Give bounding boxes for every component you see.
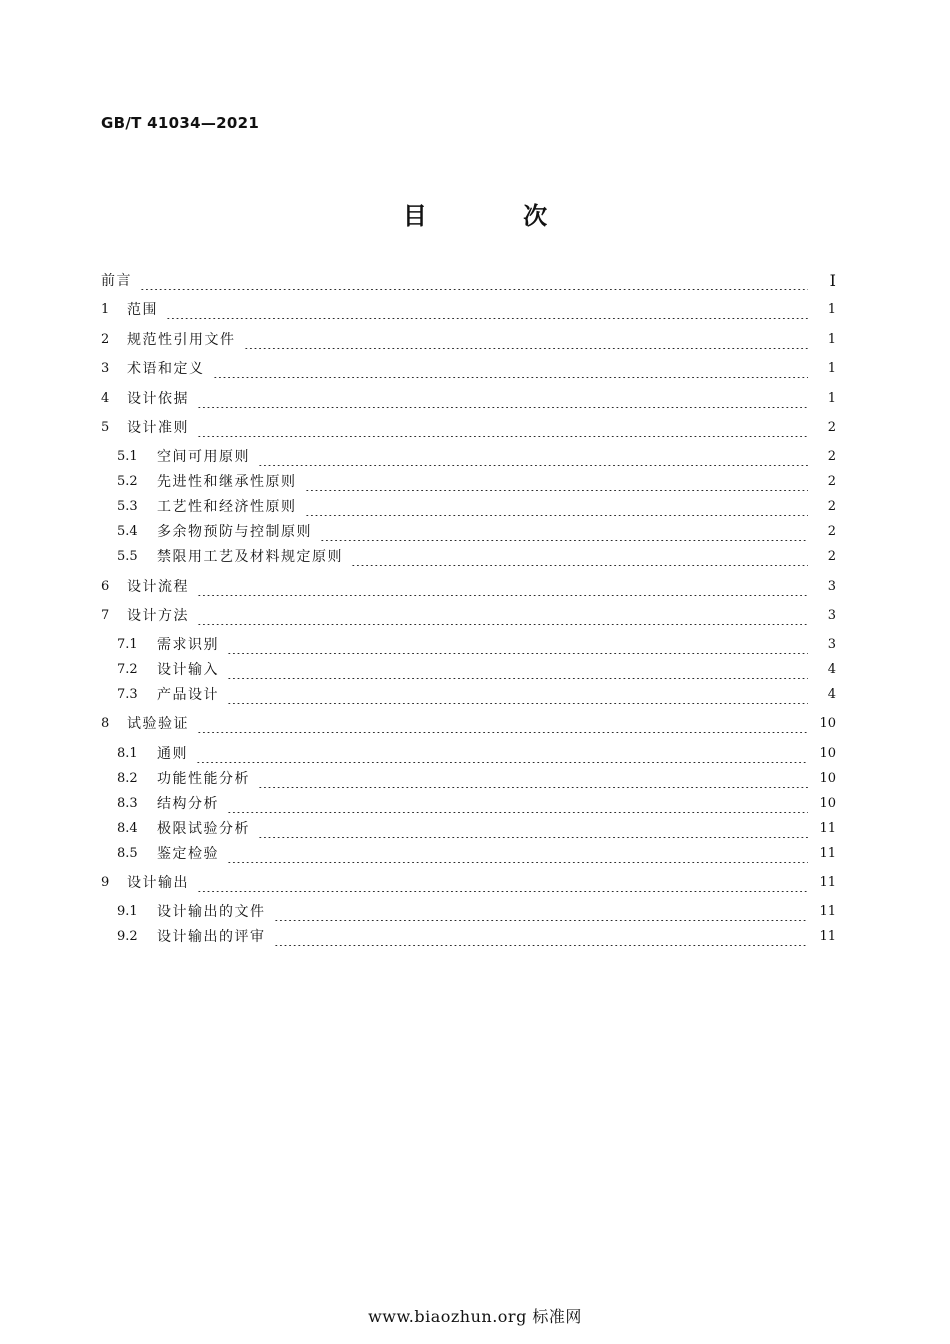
toc-entry-number: 8.4 [117,820,138,836]
toc-entry-number: 1 [101,301,110,317]
dot-leader [197,417,808,437]
footer-watermark: www.biaozhun.org 标准网 [368,1307,582,1326]
toc-entry-page: 3 [827,636,836,652]
dot-leader [258,818,808,838]
toc-entry-page: 1 [827,360,836,376]
toc-entry[interactable] [101,358,836,378]
toc-entry-label: 多余物预防与控制原则 [157,524,312,540]
toc-entry-number: 5.1 [117,448,138,464]
toc-entry[interactable] [101,496,836,516]
toc-entry-label: 设计依据 [127,391,189,407]
toc-entry-label: 设计方法 [127,608,189,624]
toc-entry-label: 鉴定检验 [157,846,219,862]
toc-entry-label: 设计流程 [127,579,189,595]
toc-entry-number: 4 [101,390,110,406]
toc-entry-label: 禁限用工艺及材料规定原则 [157,549,343,565]
dot-leader [258,446,808,466]
toc-entry[interactable] [101,329,836,349]
dot-leader [197,872,808,892]
dot-leader [197,605,808,625]
toc-entry-number: 2 [101,331,110,347]
toc-entry-page: I [829,270,836,290]
dot-leader [305,496,809,516]
toc-entry[interactable] [101,843,836,863]
toc-entry-number: 3 [101,360,110,376]
toc-entry[interactable] [101,299,836,319]
toc-entry-number: 6 [101,578,110,594]
dot-leader [197,713,808,733]
toc-entry-number: 8.1 [117,745,138,761]
toc-entry-page: 2 [827,498,836,514]
toc-entry-label: 通则 [157,746,188,762]
toc-entry[interactable] [101,576,836,596]
toc-entry-page: 1 [827,301,836,317]
toc-entry[interactable] [101,605,836,625]
toc-entry-page: 2 [827,419,836,435]
toc-entry-page: 11 [819,928,836,944]
dot-leader [274,901,809,921]
toc-entry-page: 2 [827,523,836,539]
toc-entry[interactable] [101,521,836,541]
toc-entry-number: 5.2 [117,473,138,489]
toc-entry-label: 试验验证 [127,716,189,732]
toc-entry-label: 设计输出的文件 [157,904,266,920]
toc-entry-label: 设计输出的评审 [157,929,266,945]
toc-entry-number: 9.1 [117,903,138,919]
toc-entry[interactable] [101,446,836,466]
dot-leader [274,926,809,946]
toc-entry-label: 功能性能分析 [157,771,250,787]
toc-entry-page: 11 [819,874,836,890]
toc-entry-page: 10 [819,715,836,731]
toc-entry-number: 7.1 [117,636,138,652]
toc-entry-number: 8 [101,715,110,731]
toc-entry-number: 5.5 [117,548,138,564]
toc-entry-label: 前言 [101,273,132,289]
toc-entry[interactable] [101,546,836,566]
toc-entry-number: 5.3 [117,498,138,514]
toc-entry[interactable] [101,901,836,921]
dot-leader [197,576,808,596]
dot-leader [227,659,808,679]
dot-leader [258,768,808,788]
toc-entry-page: 11 [819,820,836,836]
toc-entry-label: 设计输出 [127,875,189,891]
toc-entry-number: 7.2 [117,661,138,677]
toc-entry[interactable] [101,684,836,704]
toc-entry-page: 10 [819,795,836,811]
toc-entry-page: 1 [827,390,836,406]
toc-entry-label: 先进性和继承性原则 [157,474,297,490]
toc-entry-number: 7.3 [117,686,138,702]
dot-leader [213,358,809,378]
dot-leader [196,743,808,763]
dot-leader [227,793,808,813]
toc-entry-page: 2 [827,473,836,489]
toc-entry-number: 8.2 [117,770,138,786]
toc-entry-label: 结构分析 [157,796,219,812]
dot-leader [227,684,808,704]
toc-entry-label: 工艺性和经济性原则 [157,499,297,515]
dot-leader [305,471,809,491]
toc-entry-label: 极限试验分析 [157,821,250,837]
dot-leader [140,270,808,290]
toc-entry-number: 8.3 [117,795,138,811]
toc-entry[interactable] [101,634,836,654]
toc-entry-label: 空间可用原则 [157,449,250,465]
dot-leader [244,329,809,349]
toc-entry-page: 1 [827,331,836,347]
toc-entry-number: 9 [101,874,110,890]
toc-entry-number: 5 [101,419,110,435]
dot-leader [166,299,808,319]
page-title: 目 次 [402,202,592,230]
toc-entry-page: 11 [819,845,836,861]
toc-entry[interactable] [101,270,836,290]
dot-leader [351,546,808,566]
toc-entry-number: 8.5 [117,845,138,861]
toc-entry[interactable] [101,793,836,813]
toc-entry-page: 11 [819,903,836,919]
toc-entry-page: 2 [827,448,836,464]
toc-entry-label: 需求识别 [157,637,219,653]
toc-entry-number: 5.4 [117,523,138,539]
toc-entry[interactable] [101,659,836,679]
toc-entry-page: 3 [827,578,836,594]
toc-entry-label: 规范性引用文件 [127,332,236,348]
toc-entry[interactable] [101,768,836,788]
toc-entry[interactable] [101,818,836,838]
toc-entry-label: 范围 [127,302,158,318]
toc-entry[interactable] [101,743,836,763]
toc-entry-page: 3 [827,607,836,623]
toc-entry[interactable] [101,926,836,946]
toc-entry[interactable] [101,417,836,437]
dot-leader [197,388,808,408]
toc-entry-page: 10 [819,745,836,761]
toc-entry[interactable] [101,471,836,491]
toc-entry-page: 4 [827,661,836,677]
toc-entry-page: 10 [819,770,836,786]
dot-leader [320,521,808,541]
toc-entry[interactable] [101,713,836,733]
standard-code: GB/T 41034—2021 [101,114,260,132]
toc-entry-label: 产品设计 [157,687,219,703]
dot-leader [227,843,808,863]
toc-entry-page: 4 [827,686,836,702]
toc-entry-label: 设计输入 [157,662,219,678]
toc-entry-label: 术语和定义 [127,361,205,377]
toc-entry-label: 设计准则 [127,420,189,436]
toc-entry-page: 2 [827,548,836,564]
toc-entry-number: 7 [101,607,110,623]
toc-entry[interactable] [101,872,836,892]
toc-entry-number: 9.2 [117,928,138,944]
dot-leader [227,634,808,654]
toc-entry[interactable] [101,388,836,408]
